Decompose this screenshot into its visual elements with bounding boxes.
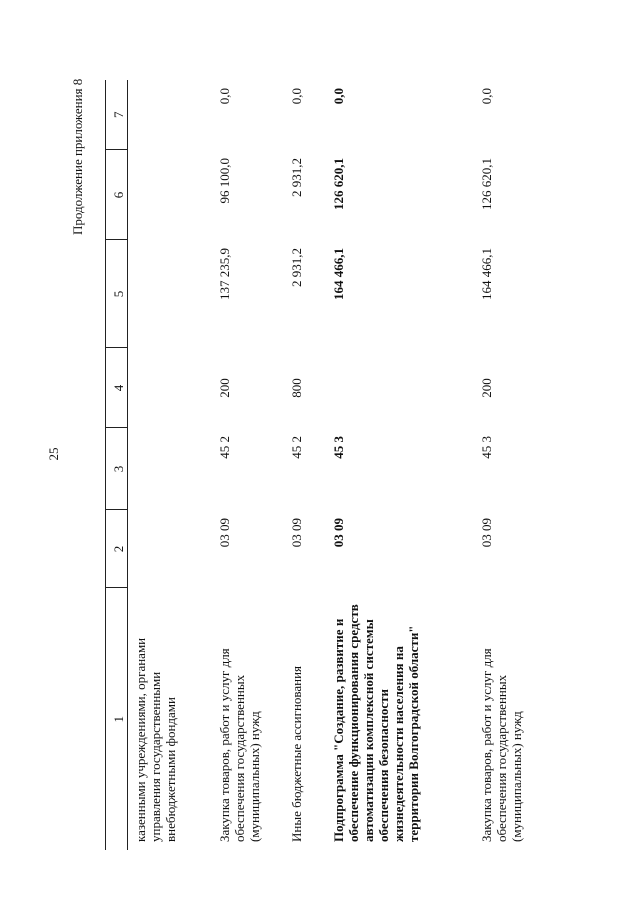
- table-row: [284, 80, 326, 850]
- target-code: 45 2: [288, 436, 304, 459]
- target-code: 45 3: [330, 436, 346, 459]
- target-code: 45 2: [216, 436, 232, 459]
- row-name: Подпрограмма "Создание, развитие и обеспечение функционирования средств автоматизации комплексной системы обеспечения безопасности жизнедеятельности населения на территории Волгоградской области": [330, 604, 421, 842]
- header-cell: 5: [106, 240, 128, 348]
- table-row: [212, 80, 284, 850]
- row-name: Закупка товаров, работ и услуг для обеспечения государственных (муниципальных) нужд: [478, 648, 524, 842]
- row-name: Иные бюджетные ассигнования: [288, 665, 304, 842]
- amount-col7: 0,0: [330, 88, 346, 105]
- amount-col7: 0,0: [478, 88, 494, 105]
- header-row: [106, 80, 128, 850]
- header-cell: 3: [106, 428, 128, 510]
- section-code: 03 09: [478, 518, 494, 548]
- amount-col6: 126 620,1: [330, 158, 346, 210]
- page-number: 25: [46, 447, 61, 461]
- amount-col5: 164 466,1: [330, 248, 346, 300]
- row-name: Закупка товаров, работ и услуг для обеспечения государственных (муниципальных) нужд: [216, 648, 262, 842]
- table-row: [474, 80, 540, 850]
- expense-kind: 200: [478, 378, 494, 398]
- amount-col7: 0,0: [216, 88, 232, 105]
- header-cell: 7: [106, 80, 128, 150]
- table-row-subprogram: [326, 80, 474, 850]
- section-code: 03 09: [288, 518, 304, 548]
- amount-col6: [128, 150, 212, 240]
- target-code: [128, 428, 212, 510]
- header-cell: 4: [106, 348, 128, 428]
- section-code: [128, 510, 212, 588]
- appendix-table: [105, 80, 540, 850]
- rotated-page-content: [50, 50, 590, 855]
- section-code: 03 09: [216, 518, 232, 548]
- amount-col5: 137 235,9: [216, 248, 232, 300]
- amount-col5: 164 466,1: [478, 248, 494, 300]
- header-cell: 1: [106, 588, 128, 850]
- amount-col7: 0,0: [288, 88, 304, 105]
- amount-col5: [128, 240, 212, 348]
- target-code: 45 3: [478, 436, 494, 459]
- expense-kind: 200: [216, 378, 232, 398]
- amount-col6: 126 620,1: [478, 158, 494, 210]
- continuation-title: Продолжение приложения 8: [70, 78, 85, 235]
- amount-col7: [128, 80, 212, 150]
- amount-col6: 96 100,0: [216, 158, 232, 204]
- header-cell: 2: [106, 510, 128, 588]
- header-cell: 6: [106, 150, 128, 240]
- amount-col6: 2 931,2: [288, 158, 304, 197]
- section-code: 03 09: [330, 518, 346, 548]
- table-row: [128, 80, 212, 850]
- row-name: казенными учреждениями, органами управления государственными внебюджетными фондами: [133, 637, 178, 842]
- expense-kind: [326, 348, 474, 428]
- expense-kind: 800: [288, 378, 304, 398]
- amount-col5: 2 931,2: [288, 248, 304, 287]
- expense-kind: [128, 348, 212, 428]
